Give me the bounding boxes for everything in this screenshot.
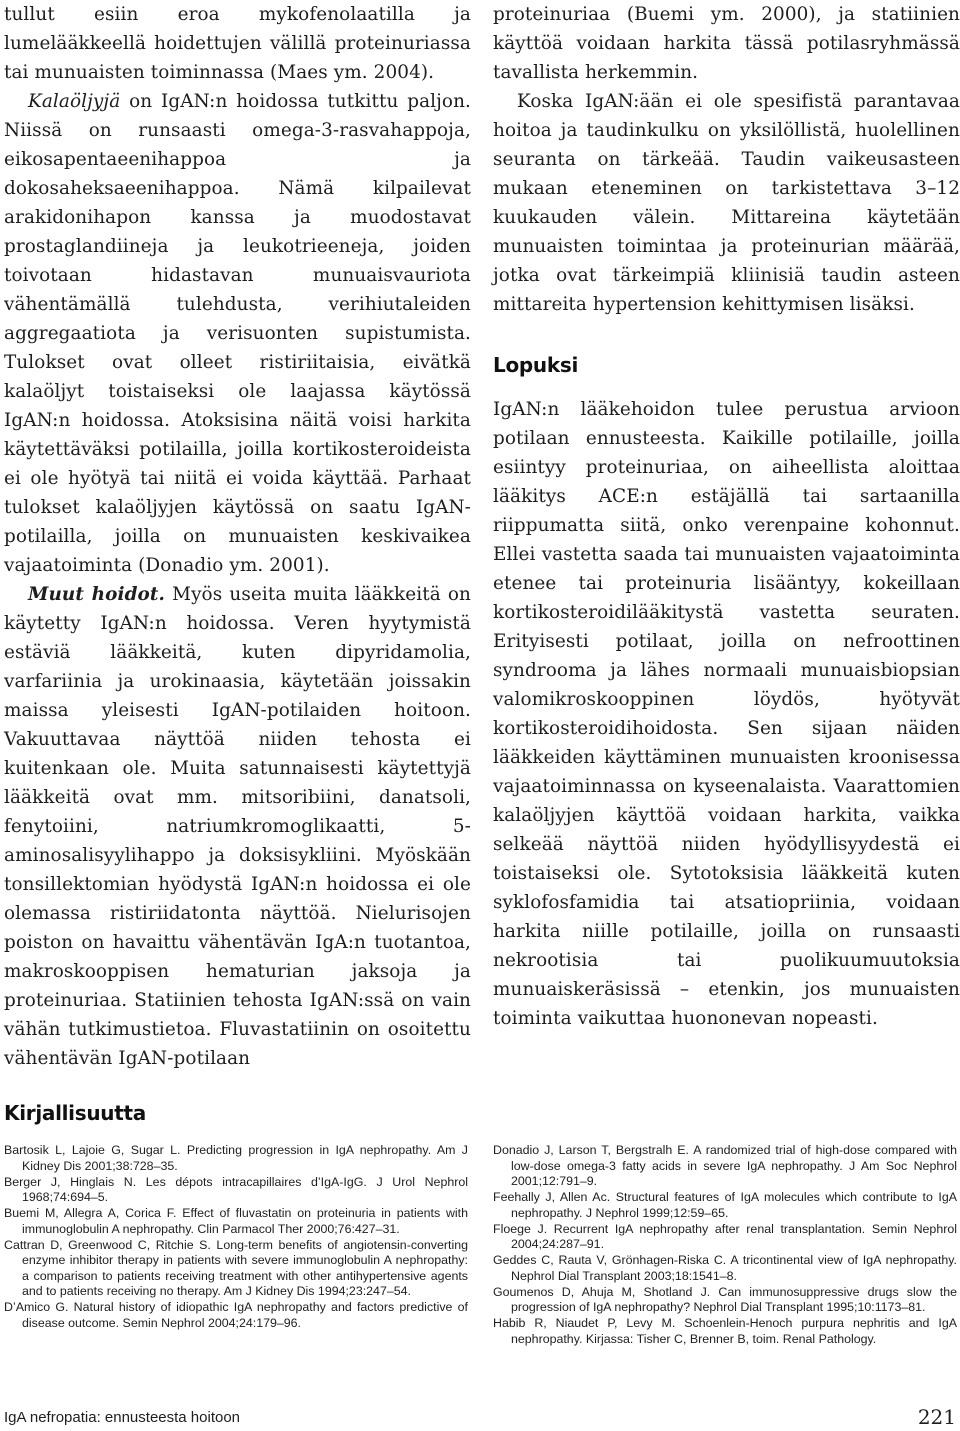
references-heading: Kirjallisuutta — [4, 1101, 146, 1125]
reference-item: Feehally J, Allen Ac. Structural features of IgA molecules which contribute to IgA nephropathy. J Nephrol 1999;12:59–65. — [493, 1190, 957, 1220]
paragraph-text: on IgAN:n hoidossa tutkittu paljon. Niissä on runsaasti omega-3-rasvahappoja, eikosapentaeenihappoa ja dokosaheksaeenihappoa. Nämä kilpailevat arakidonihapon kanssa ja muodostavat prostaglandiineja ja leukotrieeneja, joiden toivotaan hidastavan munuaisvauriota vähentämällä tulehdusta, verihiutaleiden aggregaatiota ja verisuonten supistumista. Tulokset ovat olleet ristiriitaisia, eivätkä kalaöljyt toistaiseksi ole laajassa käytössä IgAN:n hoidossa. Atoksisina näitä voisi harkita käytettäväksi potilailla, joilla kortikosteroideista ei ole hyötyä tai niitä ei voida käyttää. Parhaat tulokset kalaöljyjen käytössä on saatu IgAN-potilailla, joilla on munuaisten keskivaikea vajaatoiminta (Donadio ym. 2001). — [4, 91, 471, 576]
reference-item: Cattran D, Greenwood C, Ritchie S. Long-term benefits of angiotensin-converting enzyme inhibitor therapy in patients with severe immunoglobulin A nephropathy: a comparison to patients receiving treatment with other antihypertensive agents and to patients receiving no therapy. Am J Kidney Dis 1994;23:247–54. — [4, 1237, 468, 1298]
paragraph: proteinuriaa (Buemi ym. 2000), ja statiinien käyttöä voidaan harkita tässä potilasryhmässä tavallista herkemmin. — [493, 4, 960, 83]
reference-item: Habib R, Niaudet P, Levy M. Schoenlein-Henoch purpura nephritis and IgA nephropathy. Kirjassa: Tisher C, Brenner B, toim. Renal Pathology. — [493, 1316, 957, 1346]
reference-item: Berger J, Hinglais N. Les dépots intracapillaires d’IgA-IgG. J Urol Nephrol 1968;74:694–5. — [4, 1174, 468, 1204]
reference-item: Bartosik L, Lajoie G, Sugar L. Predicting progression in IgA nephropathy. Am J Kidney Dis 2001;38:728–35. — [4, 1143, 468, 1173]
references-list-right — [493, 1143, 957, 1348]
running-title: IgA nefropatia: ennusteesta hoitoon — [4, 1409, 241, 1426]
reference-item: Buemi M, Allegra A, Corica F. Effect of fluvastatin on proteinuria in patients with immunoglobulin A nephropathy. Clin Parmacol Ther 2000;76:427–31. — [4, 1206, 468, 1236]
paragraph — [4, 580, 471, 1073]
page-number: 221 — [917, 1405, 956, 1429]
section-heading: Lopuksi — [493, 353, 578, 377]
paragraph: Koska IgAN:ään ei ole spesifistä parantavaa hoitoa ja taudinkulku on yksilöllistä, huolellinen seuranta on tärkeää. Taudin vaikeusasteen mukaan eteneminen on tarkistettava 3–12 kuukauden välein. Mittareina käytetään munuaisten toimintaa ja proteinurian määrää, jotka ovat tärkeimpiä kliinisiä taudin asteen mittareita hypertension kehittymisen lisäksi. — [493, 91, 960, 315]
reference-item: D’Amico G. Natural history of idiopathic IgA nephropathy and factors predictive of disease outcome. Semin Nephrol 2004;24:179–96. — [4, 1300, 468, 1330]
paragraph — [4, 87, 471, 580]
paragraph: tullut esiin eroa mykofenolaatilla ja lumelääkkeellä hoidettujen välillä proteinuriassa tai munuaisten toiminnassa (Maes ym. 2004). — [4, 4, 471, 83]
paragraph-lead: Muut hoidot. — [28, 584, 166, 605]
reference-item: Goumenos D, Ahuja M, Shotland J. Can immunosuppressive drugs slow the progression of IgA nephropathy? Nephrol Dial Transplant 1995;10:1173–81. — [493, 1284, 957, 1314]
reference-item: Floege J. Recurrent IgA nephropathy after renal transplantation. Semin Nephrol 2004;24:287–91. — [493, 1221, 957, 1251]
paragraph-lead: Kalaöljyjä — [28, 91, 121, 112]
reference-item: Geddes C, Rauta V, Grönhagen-Riska C. A tricontinental view of IgA nephropathy. Nephrol Dial Transplant 2003;18:1541–8. — [493, 1253, 957, 1283]
paragraph-text: Myös useita muita lääkkeitä on käytetty IgAN:n hoidossa. Veren hyytymistä estäviä lääkkeitä, kuten dipyridamolia, varfariinia ja urokinaasia, käytetään joissakin maissa yleisesti IgAN-potilaiden hoitoon. Vakuuttavaa näyttöä niiden tehosta ei kuitenkaan ole. Muita satunnaisesti käytettyjä lääkkeitä ovat mm. mitsoribiini, danatsoli, fenytoiini, natriumkromoglikaatti, 5-aminosalisyylihappo ja doksisykliini. Myöskään tonsillektomian hyödystä IgAN:n hoidossa ei ole olemassa ristiriidatonta näyttöä. Nielurisojen poiston on havaittu vähentävän IgA:n tuotantoa, makroskooppisen hematurian jaksoja ja proteinuriaa. Statiinien tehosta IgAN:ssä on vain vähän tutkimustietoa. Fluvastatiinin on osoitettu vähentävän IgAN-potilaan — [4, 584, 471, 1069]
body-column-left — [4, 0, 471, 1073]
body-column-right — [493, 0, 960, 1033]
reference-item: Donadio J, Larson T, Bergstralh E. A randomized trial of high-dose compared with low-dose omega-3 fatty acids in severe IgA nephropathy. J Am Soc Nephrol 2001;12:791–9. — [493, 1143, 957, 1188]
paragraph: IgAN:n lääkehoidon tulee perustua arvioon potilaan ennusteesta. Kaikille potilaille, joilla esiintyy proteinuriaa, on aiheellista aloittaa lääkitys ACE:n estäjällä tai sartaanilla riippumatta siitä, onko verenpaine kohonnut. Ellei vastetta saada tai munuaisten vajaatoiminta etenee tai proteinuria lisääntyy, kokeillaan kortikosteroidilääkitystä vastetta seuraten. Erityisesti potilaat, joilla on nefroottinen syndrooma ja lähes normaali munuaisbiopsian valomikroskooppinen löydös, hyötyvät kortikosteroidihoidosta. Sen sijaan näiden lääkkeiden käyttäminen munuaisten kroonisessa vajaatoiminnassa on kyseenalaista. Vaarattomien kalaöljyjen käyttöä voidaan harkita, vaikka selkeää näyttöä niiden hyödyllisyydestä ei toistaiseksi ole. Sytotoksisia lääkkeitä kuten syklofosfamidia tai atsatiopriinia, voidaan harkita niille potilaille, joilla on runsaasti nekrootisia tai puolikuumuutoksia munuaiskeräsissä – etenkin, jos munuaisten toiminta vaikuttaa huononevan nopeasti. — [493, 399, 960, 1029]
references-list-left — [4, 1143, 468, 1332]
